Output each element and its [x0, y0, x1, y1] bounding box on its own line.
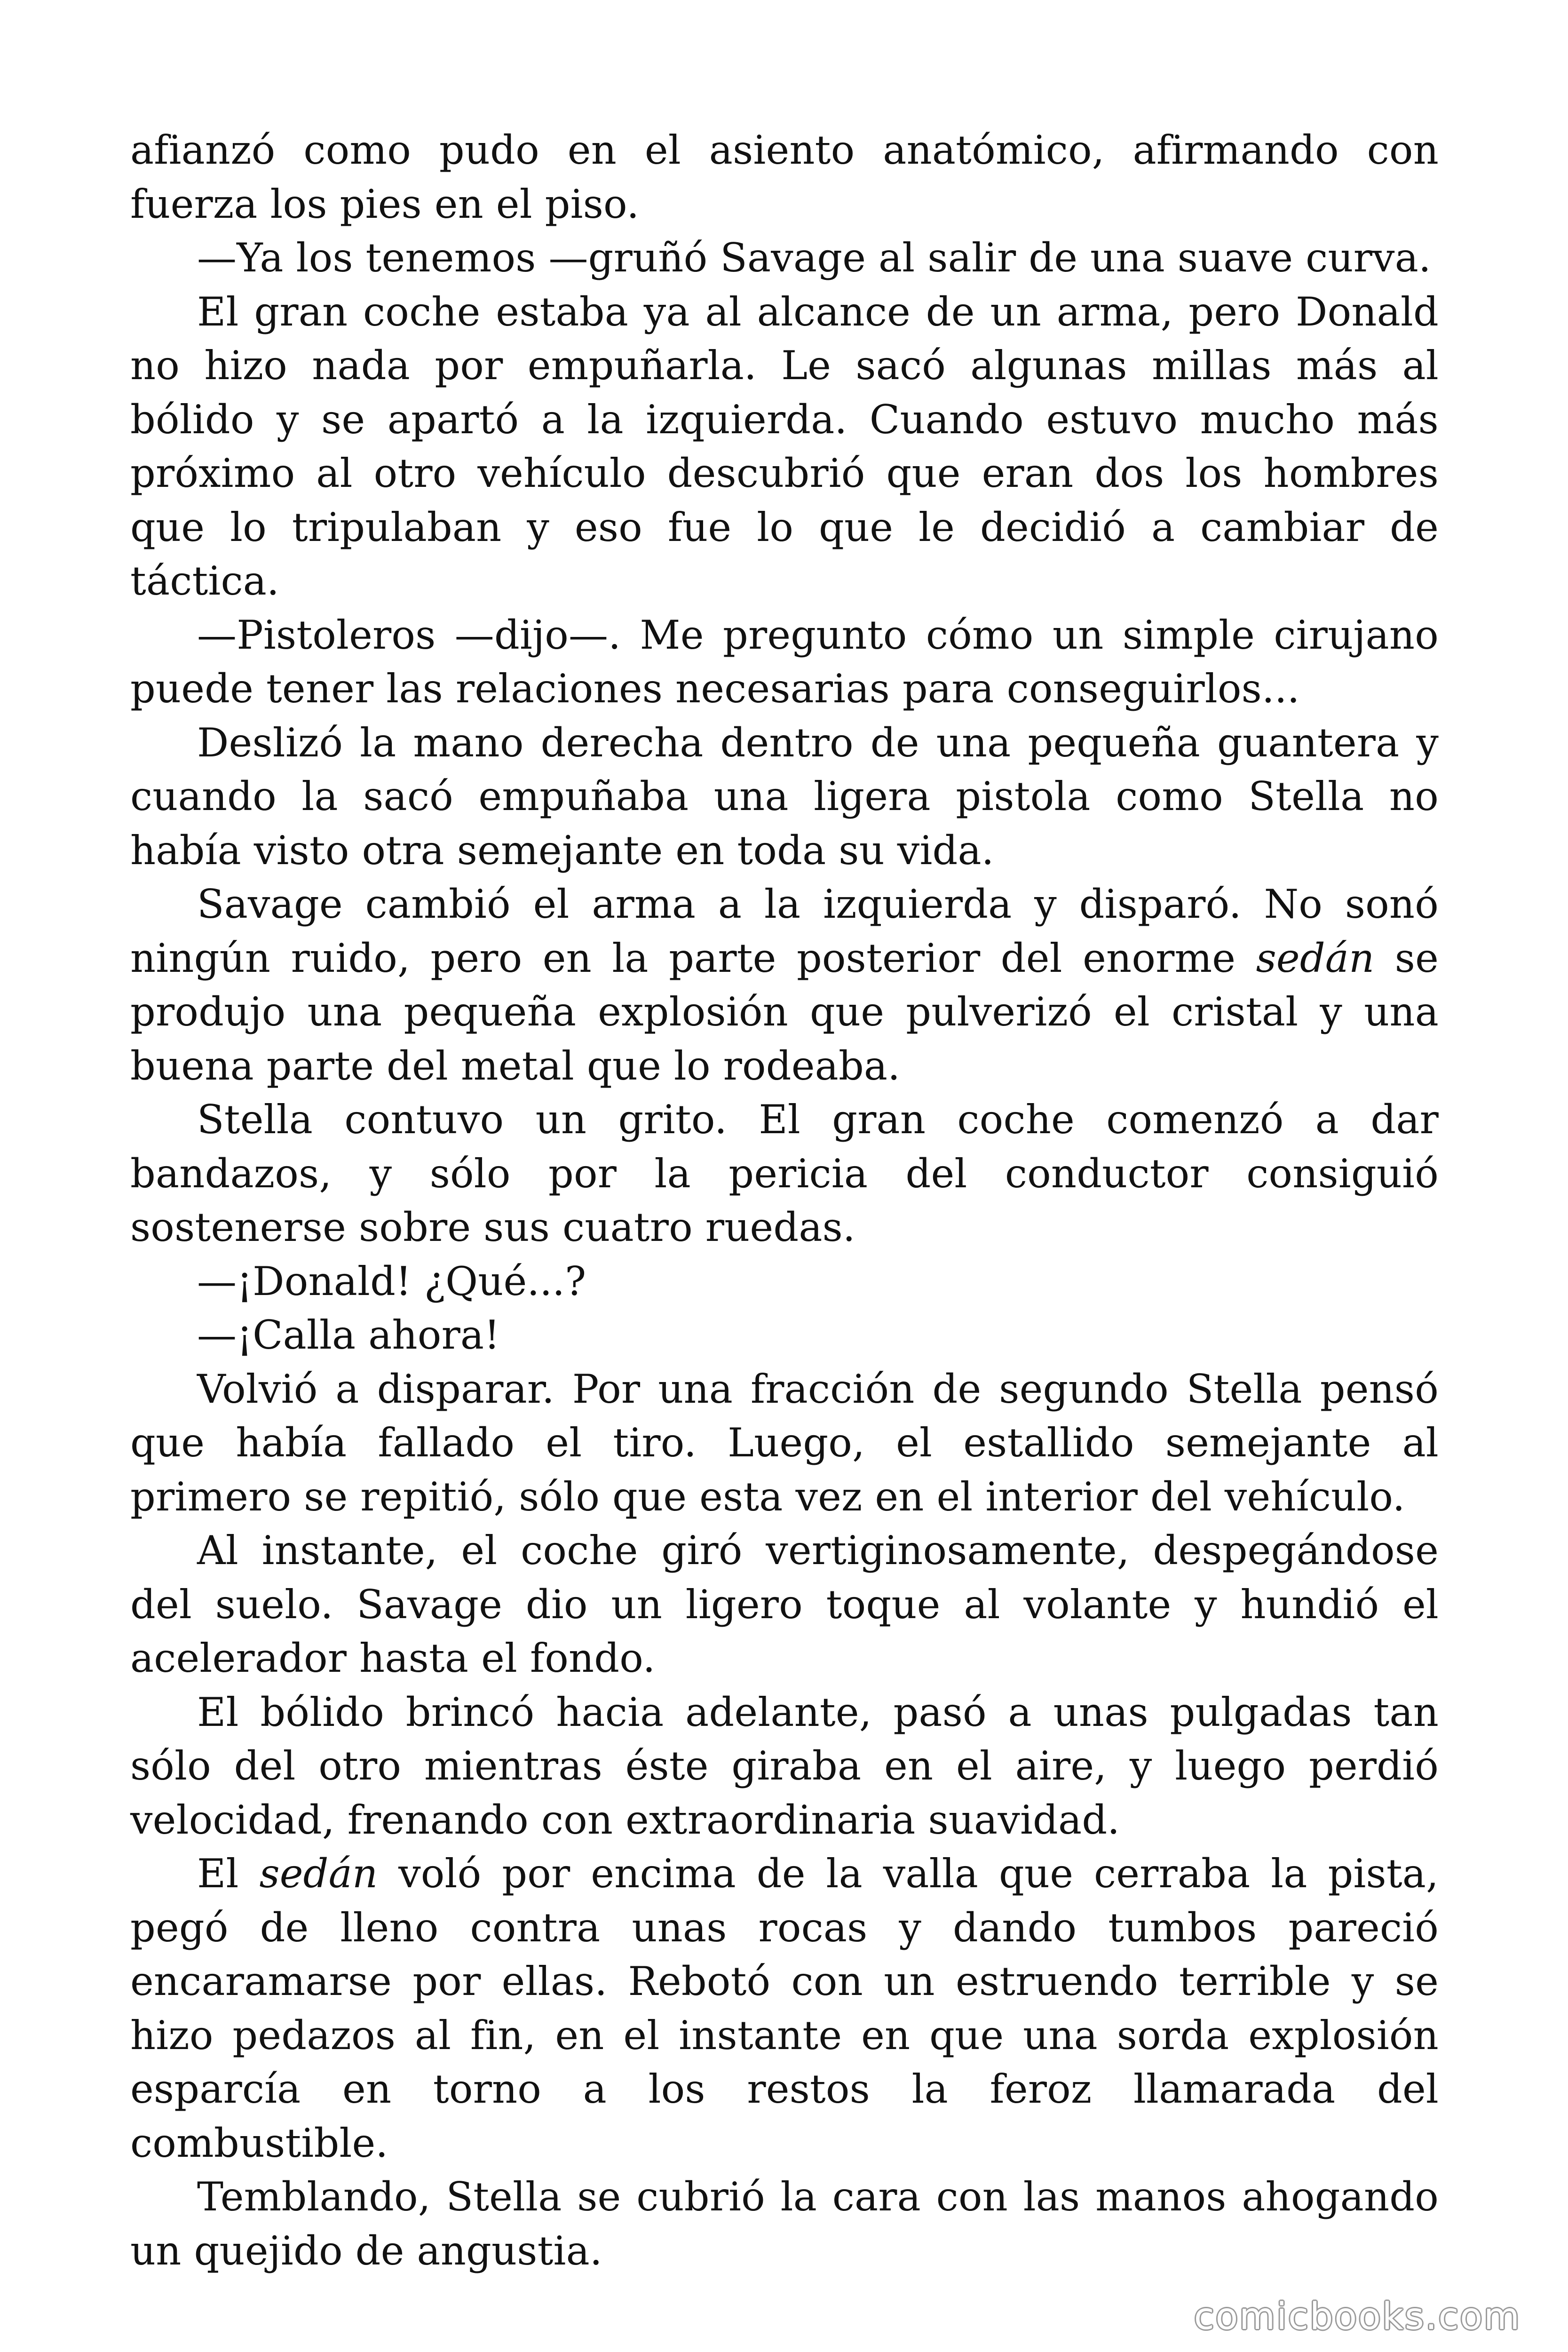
paragraph: —¡Donald! ¿Qué...? [197, 1258, 586, 1304]
paragraph: Al instante, el coche giró vertiginosamente, despegándose del suelo. Savage dio un ligero toque al volante y hundió el acelerador hasta el fondo. [130, 1527, 1439, 1681]
italic-word: sedán [1256, 935, 1375, 981]
page-body [130, 123, 1439, 2278]
paragraph-text: Savage cambió el arma a la izquierda y disparó. No sonó ningún ruido, pero en la parte posterior del enorme [130, 881, 1439, 981]
paragraph: Deslizó la mano derecha dentro de una pequeña guantera y cuando la sacó empuñaba una ligera pistola como Stella no había visto otra semejante en toda su vida. [130, 719, 1439, 874]
paragraph: —¡Calla ahora! [197, 1312, 500, 1358]
paragraph: El bólido brincó hacia adelante, pasó a unas pulgadas tan sólo del otro mientras éste giraba en el aire, y luego perdió velocidad, frenando con extraordinaria suavidad. [130, 1689, 1439, 1843]
paragraph: Stella contuvo un grito. El gran coche comenzó a dar bandazos, y sólo por la pericia del conductor consiguió sostenerse sobre sus cuatro ruedas. [130, 1097, 1439, 1250]
paragraph: Temblando, Stella se cubrió la cara con las manos ahogando un quejido de angustia. [130, 2174, 1439, 2274]
paragraph: El gran coche estaba ya al alcance de un arma, pero Donald no hizo nada por empuñarla. Le sacó algunas millas más al bólido y se apartó a la izquierda. Cuando estuvo mucho más próximo al otro vehículo descubrió que eran dos los hombres que lo tripulaban y eso fue lo que le decidió a cambiar de táctica. [130, 288, 1439, 604]
paragraph: —Pistoleros —dijo—. Me pregunto cómo un simple cirujano puede tener las relaciones necesarias para conseguirlos... [130, 612, 1439, 712]
paragraph-text: El [197, 1851, 260, 1897]
paragraph: —Ya los tenemos —gruñó Savage al salir de una suave curva. [197, 235, 1431, 281]
paragraph: afianzó como pudo en el asiento anatómico, afirmando con fuerza los pies en el piso. [130, 127, 1439, 227]
italic-word: sedán [259, 1851, 378, 1897]
watermark-logo: comicbooks.com [1194, 2296, 1521, 2338]
paragraph [130, 877, 1439, 1093]
paragraph: Volvió a disparar. Por una fracción de segundo Stella pensó que había fallado el tiro. Luego, el estallido semejante al primero se repitió, sólo que esta vez en el interior del vehículo. [130, 1366, 1439, 1520]
paragraph-text: se produjo una pequeña explosión que pulverizó el cristal y una buena parte del metal que lo rodeaba. [130, 935, 1439, 1089]
paragraph [130, 1847, 1439, 2170]
paragraph-text: voló por encima de la valla que cerraba la pista, pegó de lleno contra unas rocas y dando tumbos pareció encaramarse por ellas. Rebotó con un estruendo terrible y se hizo pedazos al fin, en el instante en que una sorda explosión esparcía en torno a los restos la feroz llamarada del combustible. [130, 1851, 1439, 2166]
